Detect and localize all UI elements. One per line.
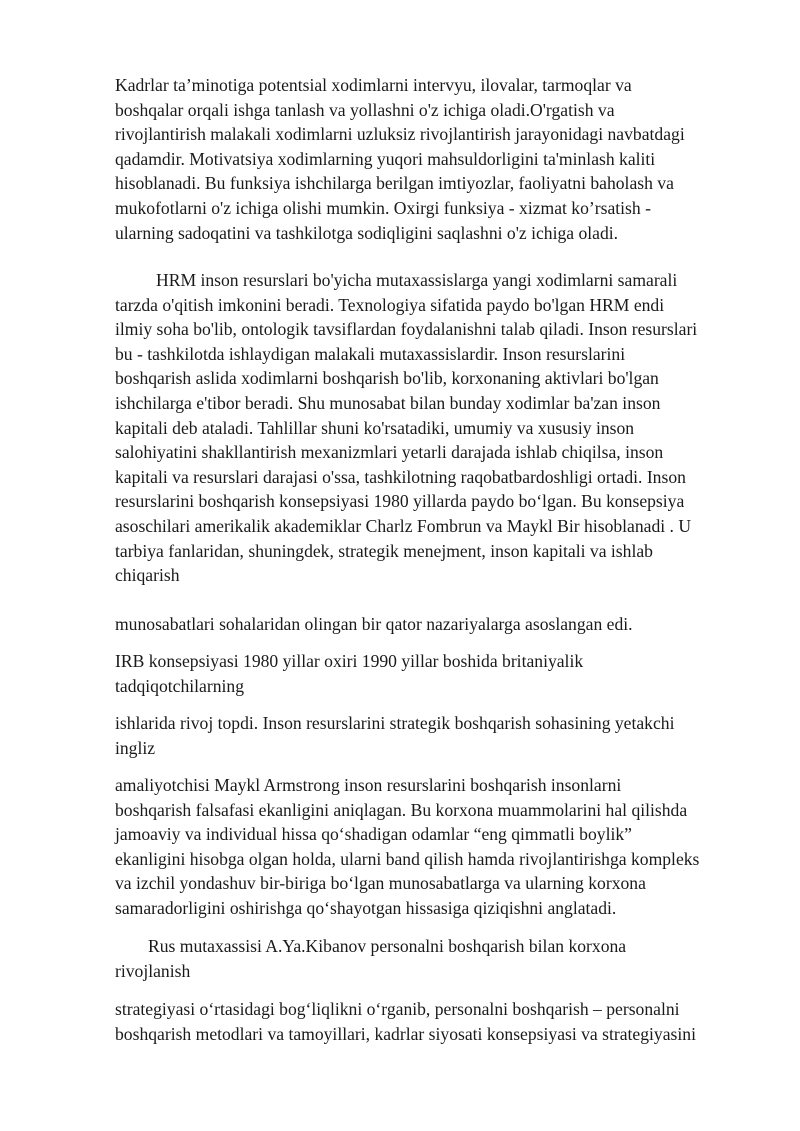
text-line: kapitali va resurslari darajasi o'ssa, tashkilotning raqobatbardoshligi ortadi. Inson bbox=[115, 466, 686, 487]
paragraph-strategy bbox=[115, 997, 760, 1046]
text-line: ishlarida rivoj topdi. Inson resurslarini strategik boshqarish sohasining yetakchi bbox=[115, 713, 675, 733]
text-line: ularning sadoqatini va tashkilotga sodiqligini saqlashni o'z ichiga oladi. bbox=[115, 222, 619, 243]
text-line: tarbiya fanlaridan, shuningdek, strategik menejment, inson kapitali va ishlab bbox=[115, 540, 653, 561]
paragraph-kibanov bbox=[115, 934, 760, 983]
text-line: bu - tashkilotda ishlaydigan malakali mutaxassislardir. Inson resurslarini bbox=[115, 343, 626, 364]
text-line: munosabatlari sohalaridan olingan bir qator nazariyalarga asoslangan edi. bbox=[115, 614, 633, 634]
text-line: samaradorligini oshirishga qo‘shayotgan hissasiga qiziqishni anglatadi. bbox=[115, 897, 617, 918]
text-line: qadamdir. Motivatsiya xodimlarning yuqori mahsuldorligini ta'minlash kaliti bbox=[115, 148, 656, 169]
paragraph-development bbox=[115, 711, 760, 760]
text-line: Rus mutaxassisi A.Ya.Kibanov personalni boshqarish bilan korxona bbox=[148, 936, 627, 956]
text-line: asoschilari amerikalik akademiklar Charlz Fombrun va Maykl Bir hisoblanadi . U bbox=[115, 515, 692, 536]
text-line: rivojlanish bbox=[115, 960, 191, 981]
paragraph-relations bbox=[115, 612, 760, 637]
text-line: boshqarish metodlari va tamoyillari, kadrlar siyosati konsepsiyasi va strategiyasini bbox=[115, 1023, 696, 1044]
text-line: va izchil yondashuv bir-biriga bo‘lgan munosabatlarga va ularning korxona bbox=[115, 873, 646, 894]
text-line: hisoblanadi. Bu funksiya ishchilarga berilgan imtiyozlar, faoliyatni baholash va bbox=[115, 173, 674, 194]
text-line: boshqarish aslida xodimlarni boshqarish bo'lib, korxonaning aktivlari bo'lgan bbox=[115, 368, 659, 389]
text-line: ingliz bbox=[115, 737, 156, 758]
text-line: amaliyotchisi Maykl Armstrong inson resurslarini boshqarish insonlarni bbox=[115, 775, 622, 795]
text-line: ilmiy soha bo'lib, ontologik tavsiflardan foydalanishni talab qiladi. Inson resurslari bbox=[115, 319, 698, 340]
paragraph-staffing bbox=[115, 73, 760, 245]
text-line: boshqarish falsafasi ekanligini aniqlagan. Bu korxona muammolarini hal qilishda bbox=[115, 799, 688, 820]
text-line: strategiyasi o‘rtasidagi bog‘liqlikni o‘rganib, personalni boshqarish – personalni bbox=[115, 999, 680, 1019]
paragraph-hrm bbox=[115, 268, 760, 588]
text-line: salohiyatini shakllantirish mexanizmlari yetarli darajada ishlab chiqilsa, inson bbox=[115, 442, 664, 463]
paragraph-irb bbox=[115, 649, 760, 698]
text-line: Kadrlar ta’minotiga potentsial xodimlarni intervyu, ilovalar, tarmoqlar va bbox=[115, 75, 632, 95]
text-line: jamoaviy va individual hissa qo‘shadigan odamlar “eng qimmatli boylik” bbox=[115, 824, 632, 845]
text-line: chiqarish bbox=[115, 565, 180, 586]
text-line: ishchilarga e'tibor beradi. Shu munosabat bilan bunday xodimlar ba'zan inson bbox=[115, 392, 661, 413]
text-line: tadqiqotchilarning bbox=[115, 675, 244, 696]
text-line: tarzda o'qitish imkonini beradi. Texnologiya sifatida paydo bo'lgan HRM endi bbox=[115, 294, 665, 315]
text-line: IRB konsepsiyasi 1980 yillar oxiri 1990 yillar boshida britaniyalik bbox=[115, 651, 584, 671]
text-line: mukofotlarni o'z ichiga olishi mumkin. Oxirgi funksiya - xizmat ko’rsatish - bbox=[115, 197, 651, 218]
text-line: HRM inson resurslari bo'yicha mutaxassislarga yangi xodimlarni samarali bbox=[156, 270, 678, 290]
text-line: boshqalar orqali ishga tanlash va yollashni o'z ichiga oladi.O'rgatish va bbox=[115, 99, 615, 120]
text-line: rivojlantirish malakali xodimlarni uzluksiz rivojlantirish jarayonidagi navbatdagi bbox=[115, 124, 685, 145]
paragraph-armstrong bbox=[115, 773, 760, 921]
text-line: ekanligini hisobga olgan holda, ularni band qilish hamda rivojlantirishga kompleks bbox=[115, 848, 700, 869]
text-line: resurslarini boshqarish konsepsiyasi 1980 yillarda paydo bo‘lgan. Bu konsepsiya bbox=[115, 491, 685, 512]
text-line: kapitali deb ataladi. Tahlillar shuni ko'rsatadiki, umumiy va xususiy inson bbox=[115, 417, 635, 438]
